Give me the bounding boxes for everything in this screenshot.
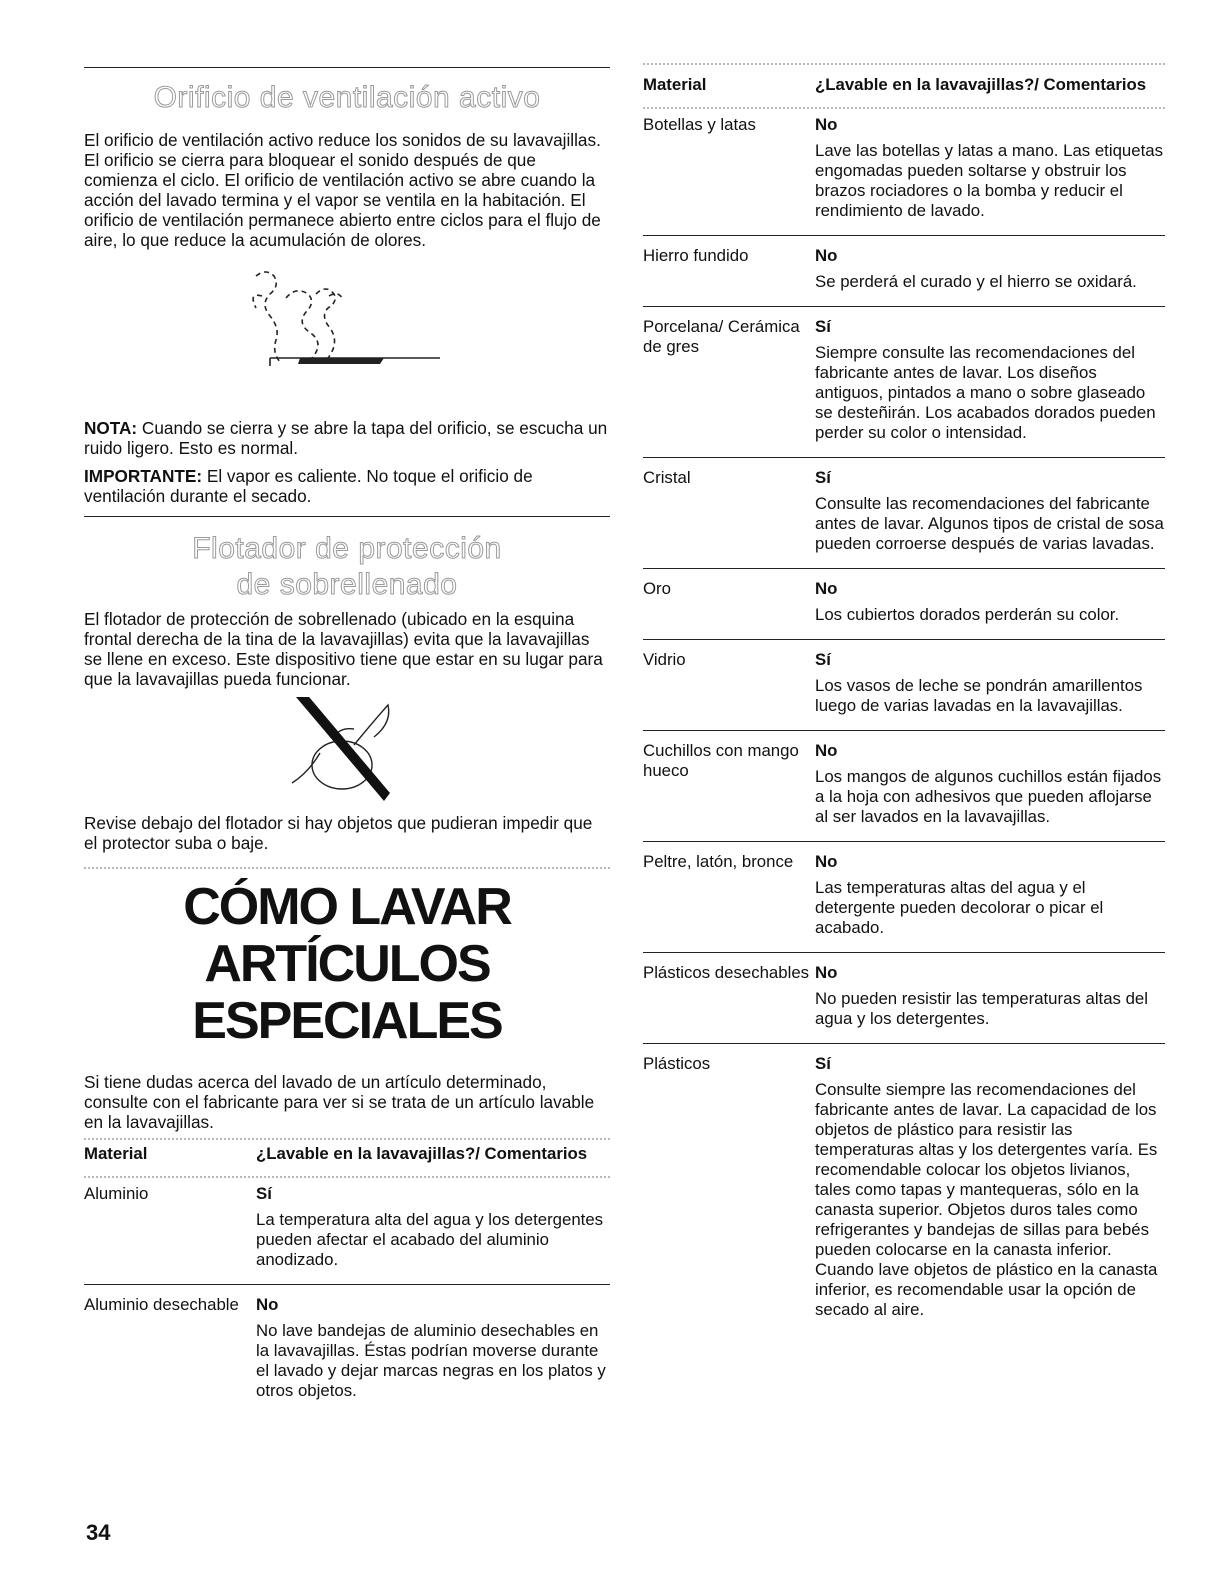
material-cell: Cristal <box>643 468 691 487</box>
row-spacer <box>643 569 1165 579</box>
materials-rows-right <box>643 115 1165 1334</box>
row-spacer-cell <box>643 221 1165 236</box>
washable-answer: No <box>815 852 838 871</box>
table-row <box>643 650 1165 716</box>
comment-text: La temperatura alta del agua y los detergentes pueden afectar el acabado del aluminio anodizado. <box>256 1210 604 1269</box>
washable-answer: Sí <box>815 650 831 669</box>
row-spacer-cell <box>643 953 1165 963</box>
row-spacer <box>84 1285 610 1295</box>
comment-cell <box>815 650 1165 716</box>
comment-text: Las temperaturas altas del agua y el detergente pueden decolorar o picar el acabado. <box>815 878 1104 937</box>
row-spacer-cell <box>643 1320 1165 1334</box>
comment-cell <box>815 317 1165 443</box>
material-cell: Botellas y latas <box>643 115 756 134</box>
row-spacer-cell <box>643 1044 1165 1054</box>
washable-answer: No <box>815 579 838 598</box>
header-material: Material <box>84 1144 148 1163</box>
materials-table-left <box>84 1144 610 1164</box>
comment-text: Consulte las recomendaciones del fabricante antes de lavar. Algunos tipos de cristal de sosa pueden corroerse después de varias lavadas. <box>815 494 1164 553</box>
row-spacer <box>643 443 1165 458</box>
right-column <box>643 0 1165 1334</box>
row-spacer-cell <box>84 1270 610 1285</box>
washable-answer: No <box>815 963 838 982</box>
comment-text: Los cubiertos dorados perderán su color. <box>815 605 1120 624</box>
vent-illustration <box>84 266 610 366</box>
note-text: Cuando se cierra y se abre la tapa del orificio, se escucha un ruido ligero. Esto es normal. <box>84 418 608 458</box>
washable-answer: Sí <box>815 1054 831 1073</box>
row-spacer-cell <box>643 731 1165 741</box>
title-line-2: ARTÍCULOS <box>204 935 490 993</box>
table-row <box>643 852 1165 938</box>
row-spacer-cell <box>643 625 1165 640</box>
table-header-divider <box>643 107 1165 109</box>
row-spacer <box>643 292 1165 307</box>
float-illustration <box>84 697 610 807</box>
row-spacer-cell <box>84 1285 610 1295</box>
table-top-divider <box>84 1138 610 1140</box>
washable-answer: Sí <box>815 468 831 487</box>
materials-rows-left <box>84 1184 610 1415</box>
material-cell: Hierro fundido <box>643 246 749 265</box>
comment-text: Los mangos de algunos cuchillos están fijados a la hoja con adhesivos que pueden aflojarse al ser lavados en la lavavajillas. <box>815 767 1162 826</box>
row-spacer-cell <box>643 307 1165 317</box>
comment-text: Siempre consulte las recomendaciones del fabricante antes de lavar. Los diseños antiguos, pintados a mano o sobre glaseado se desteñirán. Los acabados dorados pueden perder su color o intensidad. <box>815 343 1156 442</box>
table-top-divider <box>643 63 1165 65</box>
row-spacer-cell <box>643 827 1165 842</box>
row-spacer-cell <box>643 716 1165 731</box>
row-spacer-cell <box>84 1401 610 1415</box>
row-spacer <box>643 1044 1165 1054</box>
comment-text: Se perderá el curado y el hierro se oxidará. <box>815 272 1137 291</box>
comment-cell <box>815 852 1165 938</box>
section-title-float-2: de sobrellenado <box>236 568 458 601</box>
row-spacer <box>643 458 1165 468</box>
row-spacer-cell <box>643 292 1165 307</box>
comment-cell <box>815 963 1165 1029</box>
comment-cell <box>256 1184 610 1270</box>
row-spacer-cell <box>643 1029 1165 1044</box>
washable-answer: Sí <box>815 317 831 336</box>
row-spacer <box>643 307 1165 317</box>
material-cell: Cuchillos con mango hueco <box>643 741 799 780</box>
comment-cell <box>256 1295 610 1401</box>
comment-cell <box>815 115 1165 221</box>
row-spacer <box>643 554 1165 569</box>
row-spacer <box>84 1401 610 1415</box>
important-label: IMPORTANTE: <box>84 466 203 486</box>
steam-vent-illustration <box>84 266 610 366</box>
left-column <box>84 0 610 1545</box>
important-text: El vapor es caliente. No toque el orificio de ventilación durante el secado. <box>84 466 533 506</box>
float-paragraph-2: Revise debajo del flotador si hay objetos que pudieran impedir que el protector suba o baje. <box>84 813 593 853</box>
section-title-float-1: Flotador de protección <box>192 532 502 565</box>
material-cell: Vidrio <box>643 650 686 669</box>
comment-text: No pueden resistir las temperaturas altas del agua y los detergentes. <box>815 989 1148 1028</box>
vent-note <box>84 418 610 458</box>
comment-text: Los vasos de leche se pondrán amarillentos luego de varias lavadas en la lavavajillas. <box>815 676 1143 715</box>
material-cell: Aluminio desechable <box>84 1295 239 1314</box>
float-paragraph: El flotador de protección de sobrellenado (ubicado en la esquina frontal derecha de la tina de la lavavajillas) evita que la lavavajillas se llene en exceso. Este dispositivo tiene que estar en su lugar para que la lavavajillas pueda funcionar. <box>84 609 603 689</box>
float-no-object-illustration <box>84 697 610 807</box>
row-spacer <box>84 1270 610 1285</box>
row-spacer-cell <box>643 458 1165 468</box>
page-number: 34 <box>86 1520 111 1545</box>
row-spacer-cell <box>643 842 1165 852</box>
washable-answer: No <box>815 246 838 265</box>
header-material: Material <box>643 75 707 94</box>
material-cell: Oro <box>643 579 671 598</box>
table-header-row <box>84 1144 610 1164</box>
row-spacer <box>643 625 1165 640</box>
comment-cell <box>815 1054 1165 1320</box>
washable-answer: No <box>815 741 838 760</box>
table-row <box>643 741 1165 827</box>
row-spacer-cell <box>643 640 1165 650</box>
table-row <box>643 579 1165 625</box>
material-cell: Plásticos <box>643 1054 711 1073</box>
section-title-vent: Orificio de ventilación activo <box>153 81 541 114</box>
materials-table-right <box>643 75 1165 95</box>
vent-important <box>84 466 610 506</box>
row-spacer <box>643 716 1165 731</box>
special-items-title <box>84 879 610 1050</box>
row-spacer <box>643 731 1165 741</box>
table-row <box>643 1054 1165 1320</box>
comment-cell <box>815 468 1165 554</box>
row-spacer <box>643 827 1165 842</box>
table-row <box>643 246 1165 292</box>
table-header-divider <box>84 1176 610 1178</box>
row-spacer-cell <box>643 236 1165 246</box>
header-comment: ¿Lavable en la lavavajillas?/ Comentarios <box>815 75 1147 94</box>
row-spacer-cell <box>643 443 1165 458</box>
row-spacer-cell <box>643 938 1165 953</box>
vent-paragraph: El orificio de ventilación activo reduce los sonidos de su lavavajillas. El orificio se cierra para bloquear el sonido después de que comienza el ciclo. El orificio de ventilación activo se abre cuando la acción del lavado termina y el vapor se ventila en la habitación. El orificio de ventilación permanece abierto entre ciclos para el flujo de aire, lo que reduce la acumulación de olores. <box>84 130 601 250</box>
row-spacer <box>643 640 1165 650</box>
row-spacer <box>643 1029 1165 1044</box>
comment-cell <box>815 246 1165 292</box>
note-label: NOTA: <box>84 418 138 438</box>
table-row <box>84 1184 610 1270</box>
section-rule <box>84 67 610 68</box>
row-spacer <box>643 953 1165 963</box>
table-row <box>643 963 1165 1029</box>
washable-answer: Sí <box>256 1184 272 1203</box>
comment-text: Lave las botellas y latas a mano. Las etiquetas engomadas pueden soltarse y obstruir los brazos rociadores o la bomba y reducir el rendimiento de lavado. <box>815 141 1163 220</box>
row-spacer <box>643 221 1165 236</box>
comment-cell <box>815 741 1165 827</box>
title-line-1: CÓMO LAVAR <box>183 878 511 936</box>
table-row <box>84 1295 610 1401</box>
material-cell: Porcelana/ Cerámica de gres <box>643 317 800 356</box>
table-header-row <box>643 75 1165 95</box>
section-rule <box>84 516 610 517</box>
washable-answer: No <box>815 115 838 134</box>
comment-text: Consulte siempre las recomendaciones del fabricante antes de lavar. La capacidad de los objetos de plástico para resistir las temperaturas altas y los detergentes varía. Es recomendable colocar los objetos livianos, tales como tapas y mantequeras, sólo en la canasta superior. Objetos duros tales como refrigerantes y bandejas de sillas para bebés pueden colocarse en la canasta inferior. Cuando lave objetos de plástico en la canasta inferior, es recomendable usar la opción de secado al aire. <box>815 1080 1158 1319</box>
comment-text: No lave bandejas de aluminio desechables en la lavavajillas. Éstas podrían moverse durante el lavado y dejar marcas negras en los platos y otros objetos. <box>256 1321 606 1400</box>
material-cell: Peltre, latón, bronce <box>643 852 794 871</box>
special-items-paragraph: Si tiene dudas acerca del lavado de un artículo determinado, consulte con el fabricante para ver si se trata de un artículo lavable en la lavavajillas. <box>84 1072 595 1132</box>
material-cell: Aluminio <box>84 1184 149 1203</box>
row-spacer <box>643 842 1165 852</box>
table-row <box>643 317 1165 443</box>
header-comment: ¿Lavable en la lavavajillas?/ Comentarios <box>256 1144 588 1163</box>
comment-cell <box>815 579 1165 625</box>
row-spacer-cell <box>643 554 1165 569</box>
table-row <box>643 115 1165 221</box>
dotted-divider <box>84 867 610 869</box>
row-spacer <box>643 938 1165 953</box>
washable-answer: No <box>256 1295 279 1314</box>
material-cell: Plásticos desechables <box>643 963 810 982</box>
row-spacer <box>643 236 1165 246</box>
row-spacer-cell <box>643 569 1165 579</box>
row-spacer <box>643 1320 1165 1334</box>
title-line-3: ESPECIALES <box>192 992 502 1050</box>
table-row <box>643 468 1165 554</box>
